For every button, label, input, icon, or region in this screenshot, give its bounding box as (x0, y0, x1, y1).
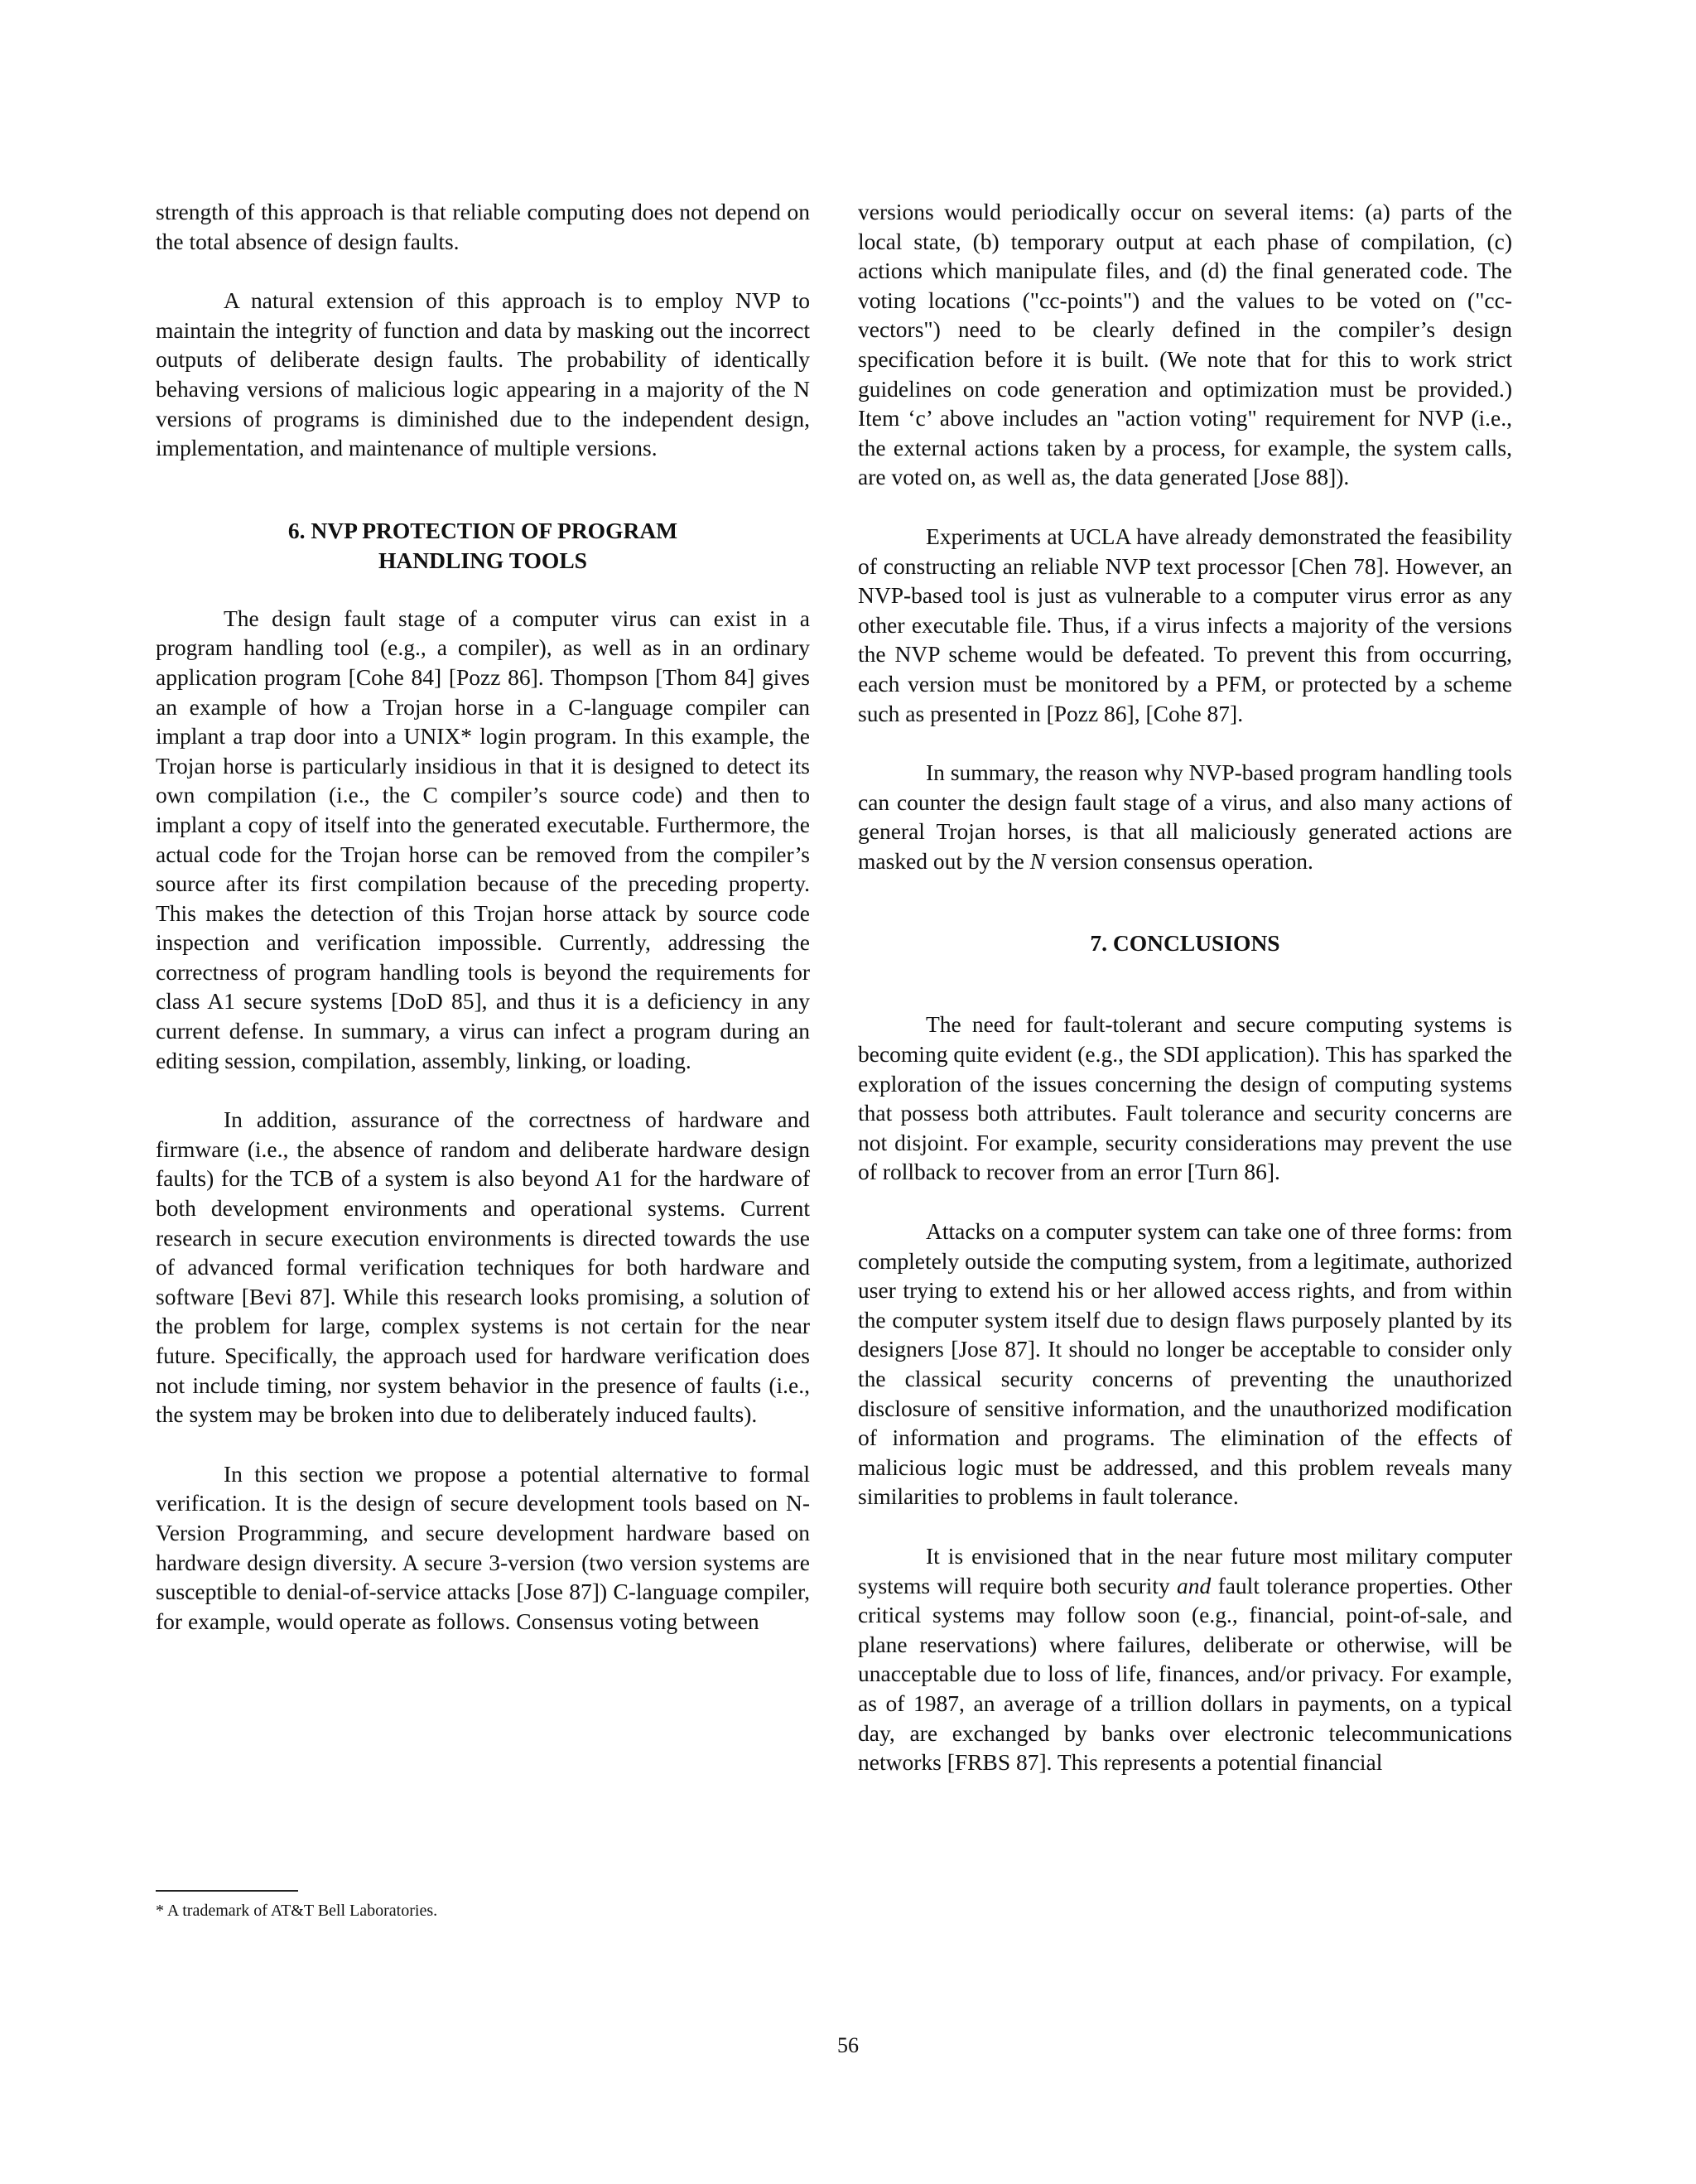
paragraph-ucla-experiments: Experiments at UCLA have already demonstrated the feasibility of constructing an reliable NVP text processor [Chen 78]. However, an NVP-based tool is just as vulnerable to a computer virus error as any other executable file. Thus, if a virus infects a majority of the versions the NVP scheme would be defeated. To prevent this from occurring, each version must be monitored by a PFM, or protected by a scheme such as presented in [Pozz 86], [Cohe 87]. (858, 523, 1512, 726)
page-number: 56 (837, 2033, 859, 2057)
footnote-rule (156, 1890, 298, 1892)
footnote-area (156, 1890, 810, 1921)
envisioned-and-italic: and (1177, 1572, 1212, 1598)
summary-n-italic: N (1029, 847, 1046, 874)
paragraph-summary (858, 758, 1512, 875)
paragraph-envisioned (858, 1541, 1512, 1777)
section-7-heading: 7. CONCLUSIONS (1090, 930, 1280, 957)
paragraph-nvp-extension: A natural extension of this approach is to employ NVP to maintain the integrity of function and data by masking out the incorrect outputs of deliberate design faults. The probability of identically behaving versions of malicious logic appearing in a majority of the N versions of programs is diminished due to the independent design, implementation, and maintenance of multiple versions. (156, 287, 810, 461)
paragraph-hardware-assurance: In addition, assurance of the correctness of hardware and firmware (i.e., the absence of random and deliberate hardware design faults) for the TCB of a system is also beyond A1 for the hardware of both development environments and operational systems. Current research in secure execution environments is directed towards the use of advanced formal verification techniques for both hardware and software [Bevi 87]. While this research looks promising, a solution of the problem for large, complex systems is not certain for the near future. Specifically, the approach used for hardware verification does not include timing, nor system behavior in the presence of faults (i.e., the system may be broken into due to deliberately induced faults). (156, 1106, 810, 1428)
envisioned-text-a: It is envisioned that in the near future most military computer systems will require both security (858, 1542, 1512, 1598)
section-6-heading-line1: 6. NVP PROTECTION OF PROGRAM (287, 517, 678, 543)
summary-text-a: In summary, the reason why NVP-based program handling tools can counter the design fault stage of a virus, and also many actions of general Trojan horses, is that all maliciously generated actions are masked out by the (858, 759, 1512, 874)
envisioned-text-b: fault tolerance properties. Other critical systems may follow soon (e.g., financial, point-of-sale, and plane reservations) where failures, deliberate or otherwise, will be unacceptable due to loss of life, finances, and/or privacy. For example, as of 1987, an average of a trillion dollars in payments, on a typical day, are exchanged by banks over electronic telecommunications networks [FRBS 87]. This represents a potential financial (858, 1572, 1512, 1776)
paragraph-consensus-voting: versions would periodically occur on several items: (a) parts of the local state, (b) temporary output at each phase of compilation, (c) actions which manipulate files, and (d) the final generated code. The voting locations ("cc-points") and the values to be voted on ("cc-vectors") need to be clearly defined in the compiler’s design specification before it is built. (We note that for this to work strict guidelines on code generation and optimization must be provided.) Item ‘c’ above includes an "action voting" requirement for NVP (i.e., the external actions taken by a process, for example, the system calls, are voted on, as well as, the data generated [Jose 88]). (858, 199, 1512, 490)
paragraph-proposal: In this section we propose a potential alternative to formal verification. It is the design of secure development tools based on N-Version Programming, and secure development hardware based on hardware design diversity. A secure 3-version (two version systems are susceptible to denial-of-service attacks [Jose 87]) C-language compiler, for example, would operate as follows. Consensus voting between (156, 1460, 810, 1634)
paragraph-design-fault-stage: The design fault stage of a computer virus can exist in a program handling tool (e.g., a compiler), as well as in an ordinary application program [Cohe 84] [Pozz 86]. Thompson [Thom 84] gives an example of how a Trojan horse in a C-language compiler can implant a trap door into a UNIX* login program. In this example, the Trojan horse is particularly insidious in that it is designed to detect its own compilation (i.e., the C compiler’s source code) and then to implant a copy of itself into the generated executable. Furthermore, the actual code for the Trojan horse can be removed from the compiler’s source after its first compilation because of the preceding property. This makes the detection of this Trojan horse attack by source code inspection and verification impossible. Currently, addressing the correctness of program handling tools is beyond the requirements for class A1 secure systems [DoD 85], and thus it is a deficiency in any current defense. In summary, a virus can infect a program during an editing session, compilation, assembly, linking, or loading. (156, 605, 810, 1073)
section-6-heading (156, 516, 810, 576)
paragraph-need-fault-tolerant: The need for fault-tolerant and secure computing systems is becoming quite evident (e.g., the SDI application). This has sparked the exploration of the issues concerning the design of computing systems that possess both attributes. Fault tolerance and security concerns are not disjoint. For example, security considerations may prevent the use of rollback to recover from an error [Turn 86]. (858, 1011, 1512, 1185)
paragraph-continuation: strength of this approach is that reliable computing does not depend on the total absence of design faults. (156, 199, 810, 254)
summary-text-b: version consensus operation. (1045, 847, 1313, 874)
footnote-text: * A trademark of AT&T Bell Laboratories. (156, 1902, 438, 1920)
right-column (858, 197, 1512, 1777)
paragraph-attacks: Attacks on a computer system can take one of three forms: from completely outside the computing system, from a legitimate, authorized user trying to extend his or her allowed access rights, and from within the computer system itself due to design flaws purposely planted by its designers [Jose 87]. It should no longer be acceptable to consider only the classical security concerns of preventing the unauthorized disclosure of sensitive information, and the unauthorized modification of information and programs. The elimination of the effects of malicious logic must be addressed, and this problem reveals many similarities to problems in fault tolerance. (858, 1218, 1512, 1510)
left-column (156, 197, 810, 1636)
section-6-heading-line2: HANDLING TOOLS (378, 547, 587, 573)
